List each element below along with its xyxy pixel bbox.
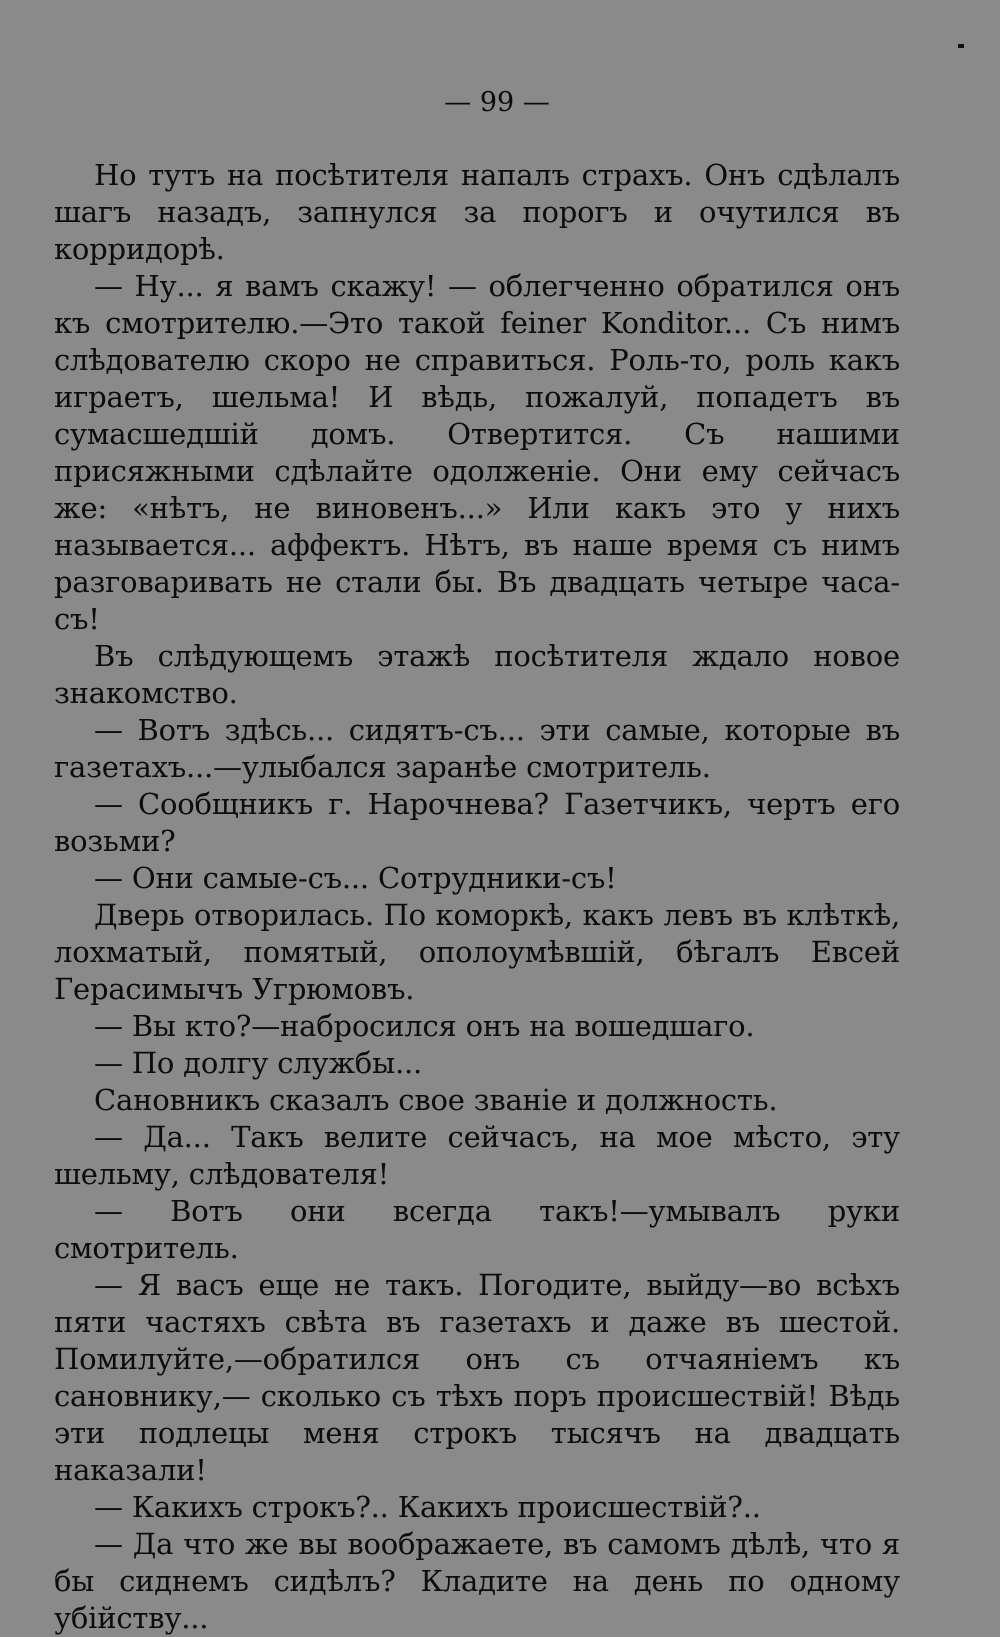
paragraph: — Они самые-съ... Сотрудники-съ! (94, 861, 617, 895)
paragraph: Дверь отворилась. По коморкѣ, какъ левъ въ клѣткѣ, лохматый, помятый, ополоумѣвшій, бѣгалъ Евсей Герасимычъ Угрюмовъ. (54, 898, 900, 1006)
page-number: — 99 — (444, 87, 550, 118)
paragraph: — Да... Такъ велите сейчасъ, на мое мѣсто, эту шельму, слѣдователя! (54, 1120, 900, 1191)
paragraph: Но тутъ на посѣтителя напалъ страхъ. Онъ сдѣлалъ шагъ назадъ, запнулся за порогъ и очутился въ корридорѣ. (54, 158, 900, 266)
paragraph: Въ слѣдующемъ этажѣ посѣтителя ждало новое знакомство. (54, 639, 900, 710)
paragraph: — Какихъ строкъ?.. Какихъ происшествій?.. (94, 1490, 761, 1524)
paragraph: — Сообщникъ г. Нарочнева? Газетчикъ, чертъ его возьми? (54, 787, 900, 858)
scan-speck (958, 44, 964, 48)
paragraph: — Я васъ еще не такъ. Погодите, выйду—во всѣхъ пяти частяхъ свѣта въ газетахъ и даже въ шестой. Помилуйте,—обратился онъ съ отчаяніемъ къ сановнику,— сколько съ тѣхъ поръ происшествій! Вѣдь эти подлецы меня строкъ тысячъ на двадцать наказали! (54, 1268, 900, 1487)
paragraph: Сановникъ сказалъ свое званіе и должность. (94, 1083, 778, 1117)
paragraph: — Вотъ здѣсь... сидятъ-съ... эти самые, которые въ газетахъ...—улыбался заранѣе смотритель. (54, 713, 900, 784)
paragraph: — Да что же вы воображаете, въ самомъ дѣлѣ, что я бы сиднемъ сидѣлъ? Кладите на день по одному убійству... (54, 1527, 900, 1635)
paragraph: — Ну... я вамъ скажу! — облегченно обратился онъ къ смотрителю.—Это такой feiner Konditor... Съ нимъ слѣдователю скоро не справиться. Роль-то, роль какъ играетъ, шельма! И вѣдь, пожалуй, попадетъ въ сумасшедшій домъ. Отвертится. Съ нашими присяжными сдѣлайте одолженіе. Они ему сейчасъ же: «нѣтъ, не виновенъ...» Или какъ это у нихъ называется... аффектъ. Нѣтъ, въ наше время съ нимъ разговаривать не стали бы. Въ двадцать четыре часа-съ! (54, 269, 900, 636)
paragraph: — Вы кто?—набросился онъ на вошедшаго. (94, 1009, 755, 1043)
paragraph: — Вотъ они всегда такъ!—умывалъ руки смотритель. (54, 1194, 900, 1265)
paragraph: — По долгу службы... (94, 1046, 422, 1080)
